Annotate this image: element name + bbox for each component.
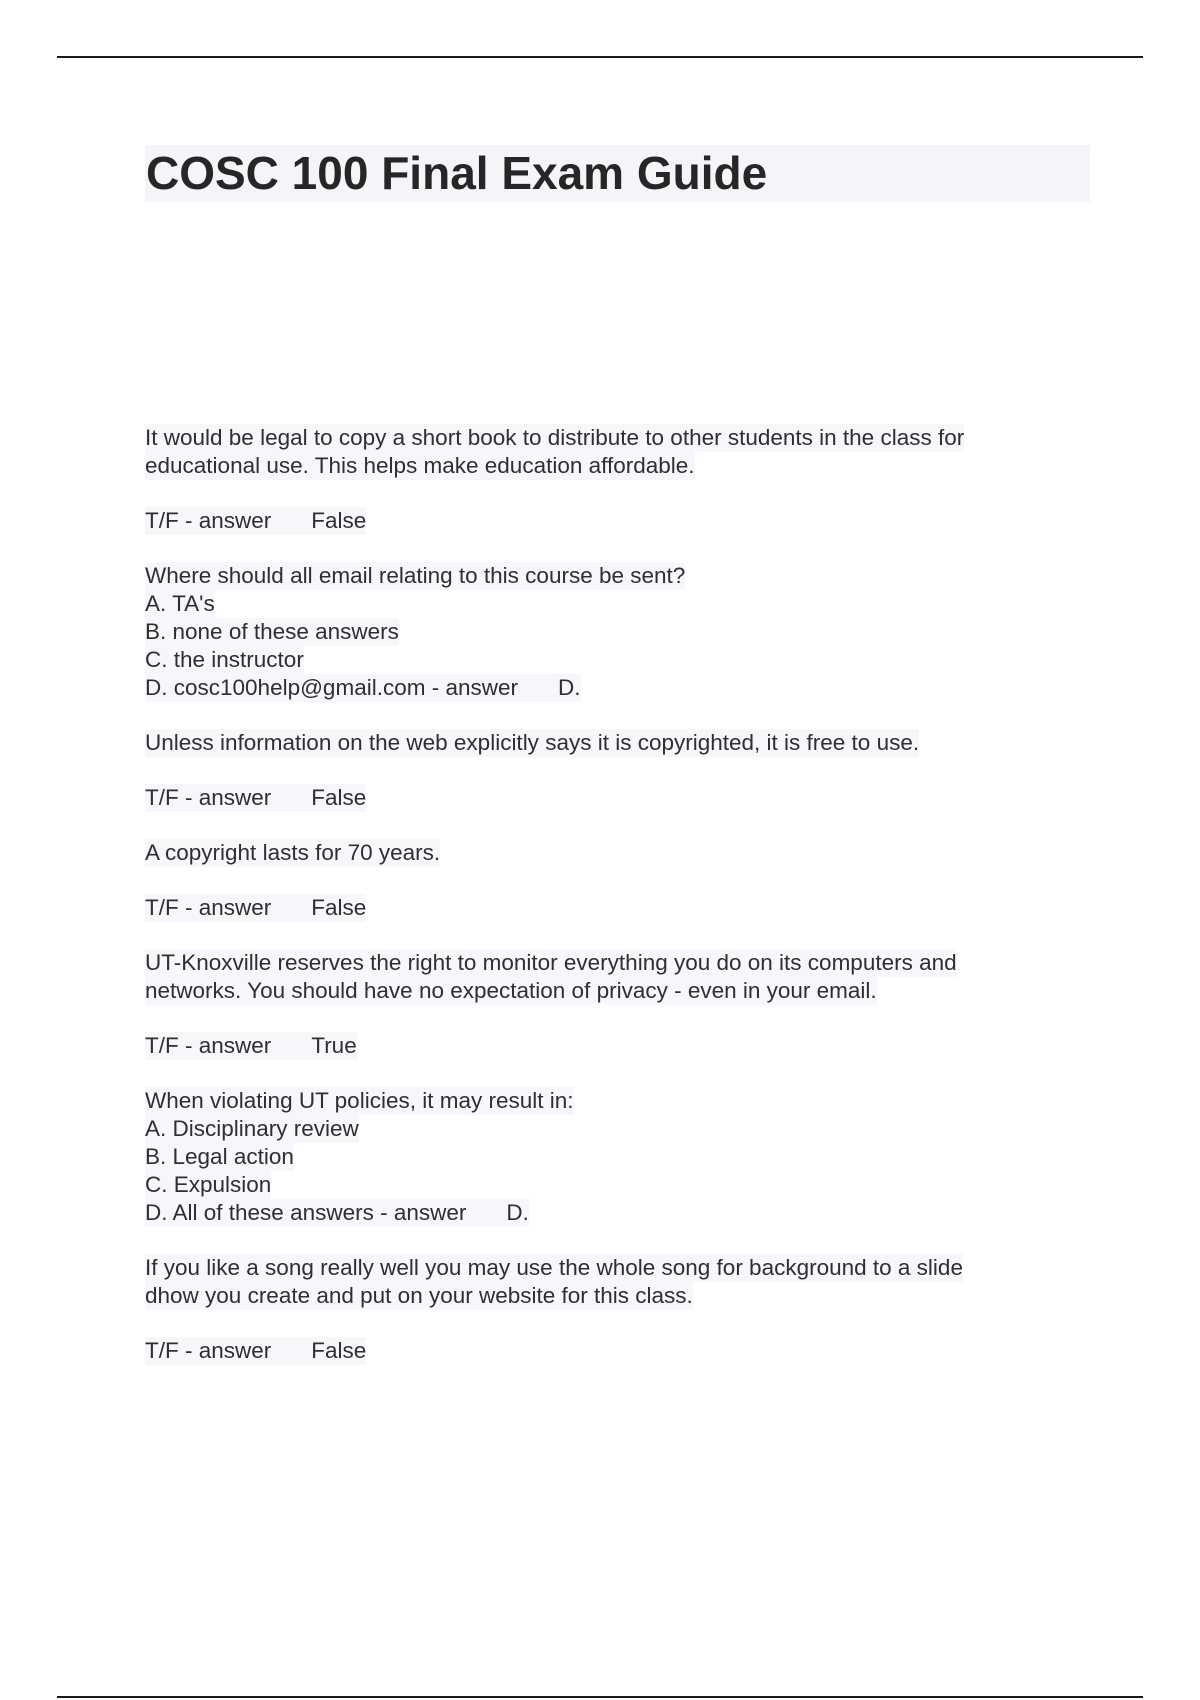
question-text: When violating UT policies, it may result in: — [145, 1088, 574, 1113]
question-5 — [145, 949, 1045, 1060]
answer-prefix: T/F - answer — [145, 1338, 272, 1363]
answer-line — [145, 894, 366, 922]
question-text: A copyright lasts for 70 years. — [145, 840, 441, 865]
answer-value: False — [311, 785, 367, 810]
question-1 — [145, 424, 1045, 535]
answer-prefix: T/F - answer — [145, 1033, 272, 1058]
answer-line — [145, 784, 366, 812]
question-text: UT-Knoxville reserves the right to monitor everything you do on its computers and — [145, 950, 957, 975]
bottom-rule — [57, 1696, 1143, 1698]
page-title: COSC 100 Final Exam Guide — [146, 147, 768, 199]
question-text: It would be legal to copy a short book to distribute to other students in the class for — [145, 425, 965, 450]
question-7 — [145, 1254, 1045, 1365]
option-b: B. none of these answers — [145, 619, 399, 644]
answer-value: D. — [558, 675, 581, 700]
answer-value: D. — [506, 1200, 529, 1225]
question-text: If you like a song really well you may use the whole song for background to a slide — [145, 1255, 963, 1280]
answer-value: False — [311, 895, 367, 920]
answer-prefix: D. cosc100help@gmail.com - answer — [145, 675, 518, 700]
question-text: networks. You should have no expectation of privacy - even in your email. — [145, 978, 877, 1003]
answer-value: True — [311, 1033, 357, 1058]
question-4 — [145, 839, 1045, 922]
question-text: Where should all email relating to this course be sent? — [145, 563, 686, 588]
answer-prefix: T/F - answer — [145, 895, 272, 920]
answer-prefix: D. All of these answers - answer — [145, 1200, 467, 1225]
answer-line — [145, 507, 366, 535]
answer-line — [145, 1337, 366, 1365]
question-list — [145, 424, 1045, 1365]
answer-value: False — [311, 1338, 367, 1363]
question-2 — [145, 562, 1045, 702]
answer-value: False — [311, 508, 367, 533]
question-text: educational use. This helps make education affordable. — [145, 453, 695, 478]
answer-prefix: T/F - answer — [145, 785, 272, 810]
option-c: C. the instructor — [145, 647, 304, 672]
question-text: dhow you create and put on your website for this class. — [145, 1283, 693, 1308]
answer-prefix: T/F - answer — [145, 508, 272, 533]
question-text: Unless information on the web explicitly says it is copyrighted, it is free to use. — [145, 730, 920, 755]
answer-line — [145, 674, 581, 702]
question-3 — [145, 729, 1045, 812]
answer-line — [145, 1199, 529, 1227]
option-c: C. Expulsion — [145, 1172, 272, 1197]
option-a: A. TA's — [145, 591, 215, 616]
question-6 — [145, 1087, 1045, 1227]
option-b: B. Legal action — [145, 1144, 294, 1169]
option-a: A. Disciplinary review — [145, 1116, 359, 1141]
top-rule — [57, 56, 1143, 58]
answer-line — [145, 1032, 357, 1060]
